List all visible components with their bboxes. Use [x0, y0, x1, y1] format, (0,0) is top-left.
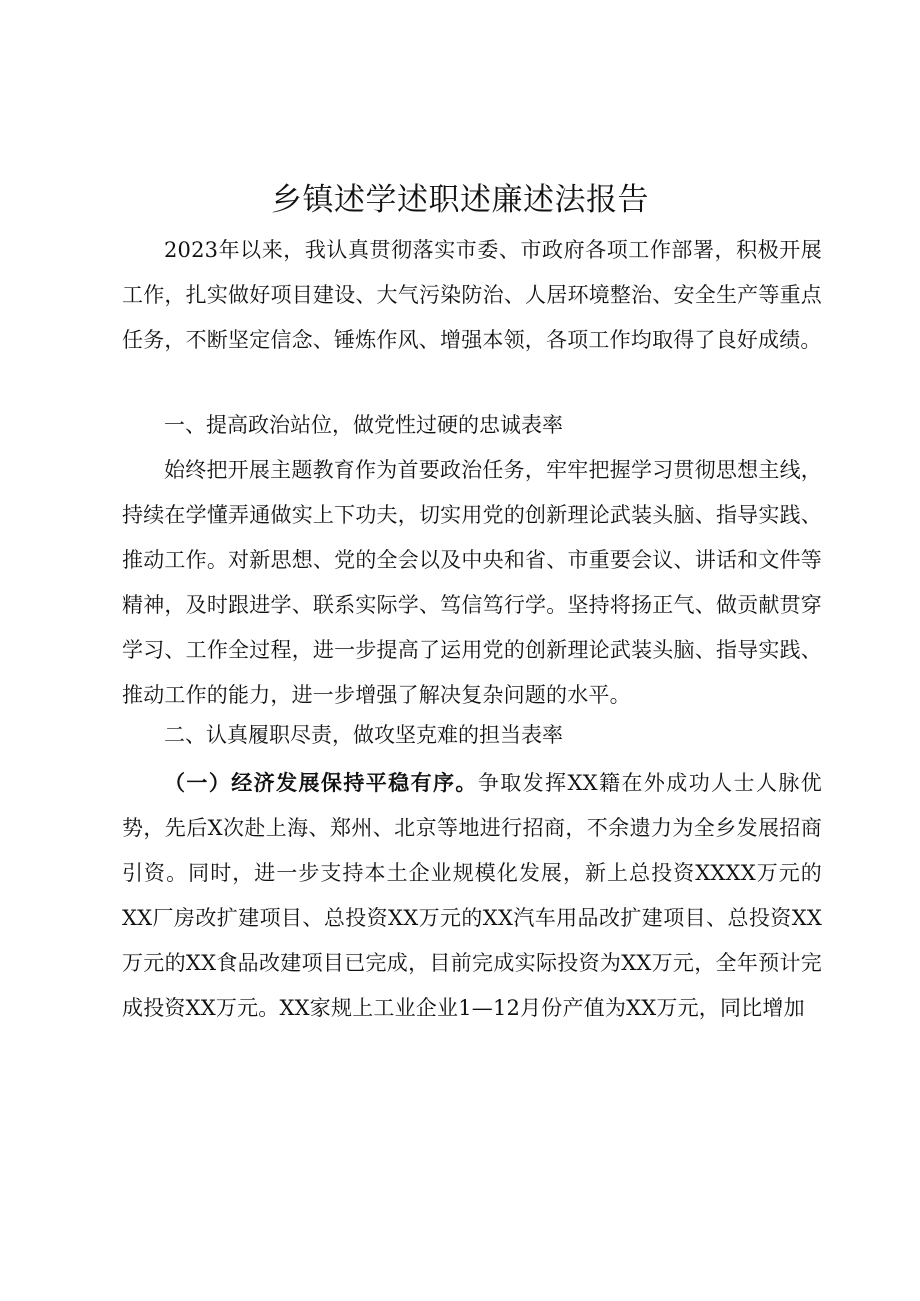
section-2-subsection-1-paragraph	[122, 760, 822, 1031]
document-title: 乡镇述学述职述廉述法报告	[271, 182, 649, 218]
section-1-paragraph: 始终把开展主题教育作为首要政治任务，牢牢把握学习贯彻思想主线，持续在学懂弄通做实上下功夫，切实用党的创新理论武装头脑、指导实践、推动工作。对新思想、党的全会以及中央和省、市重要会议、讲话和文件等精神，及时跟进学、联系实际学、笃信笃行学。坚持将扬正气、做贡献贯穿学习、工作全过程，进一步提高了运用党的创新理论武装头脑、指导实践、推动工作的能力，进一步增强了解决复杂问题的水平。	[122, 458, 822, 707]
subsection-1-body: 争取发挥XX籍在外成功人士人脉优势，先后X次赴上海、郑州、北京等地进行招商，不余遗力为全乡发展招商引资。同时，进一步支持本土企业规模化发展，新上总投资XXXX万元的XX厂房改扩建项目、总投资XX万元的XX汽车用品改扩建项目、总投资XX万元的XX食品改建项目已完成，目前完成实际投资为XX万元，全年预计完成投资XX万元。XX家规上工业企业1—12月份产值为XX万元，同比增加	[122, 771, 822, 1020]
subsection-1-lead: （一）经济发展保持平稳有序。	[164, 770, 478, 795]
section-2-heading: 二、认真履职尽责，做攻坚克难的担当表率	[164, 723, 563, 747]
section-1-heading: 一、提高政治站位，做党性过硬的忠诚表率	[164, 413, 563, 437]
intro-paragraph: 2023年以来，我认真贯彻落实市委、市政府各项工作部署，积极开展工作，扎实做好项目建设、大气污染防治、人居环境整治、安全生产等重点任务，不断坚定信念、锤炼作风、增强本领，各项工作均取得了良好成绩。	[122, 238, 822, 352]
